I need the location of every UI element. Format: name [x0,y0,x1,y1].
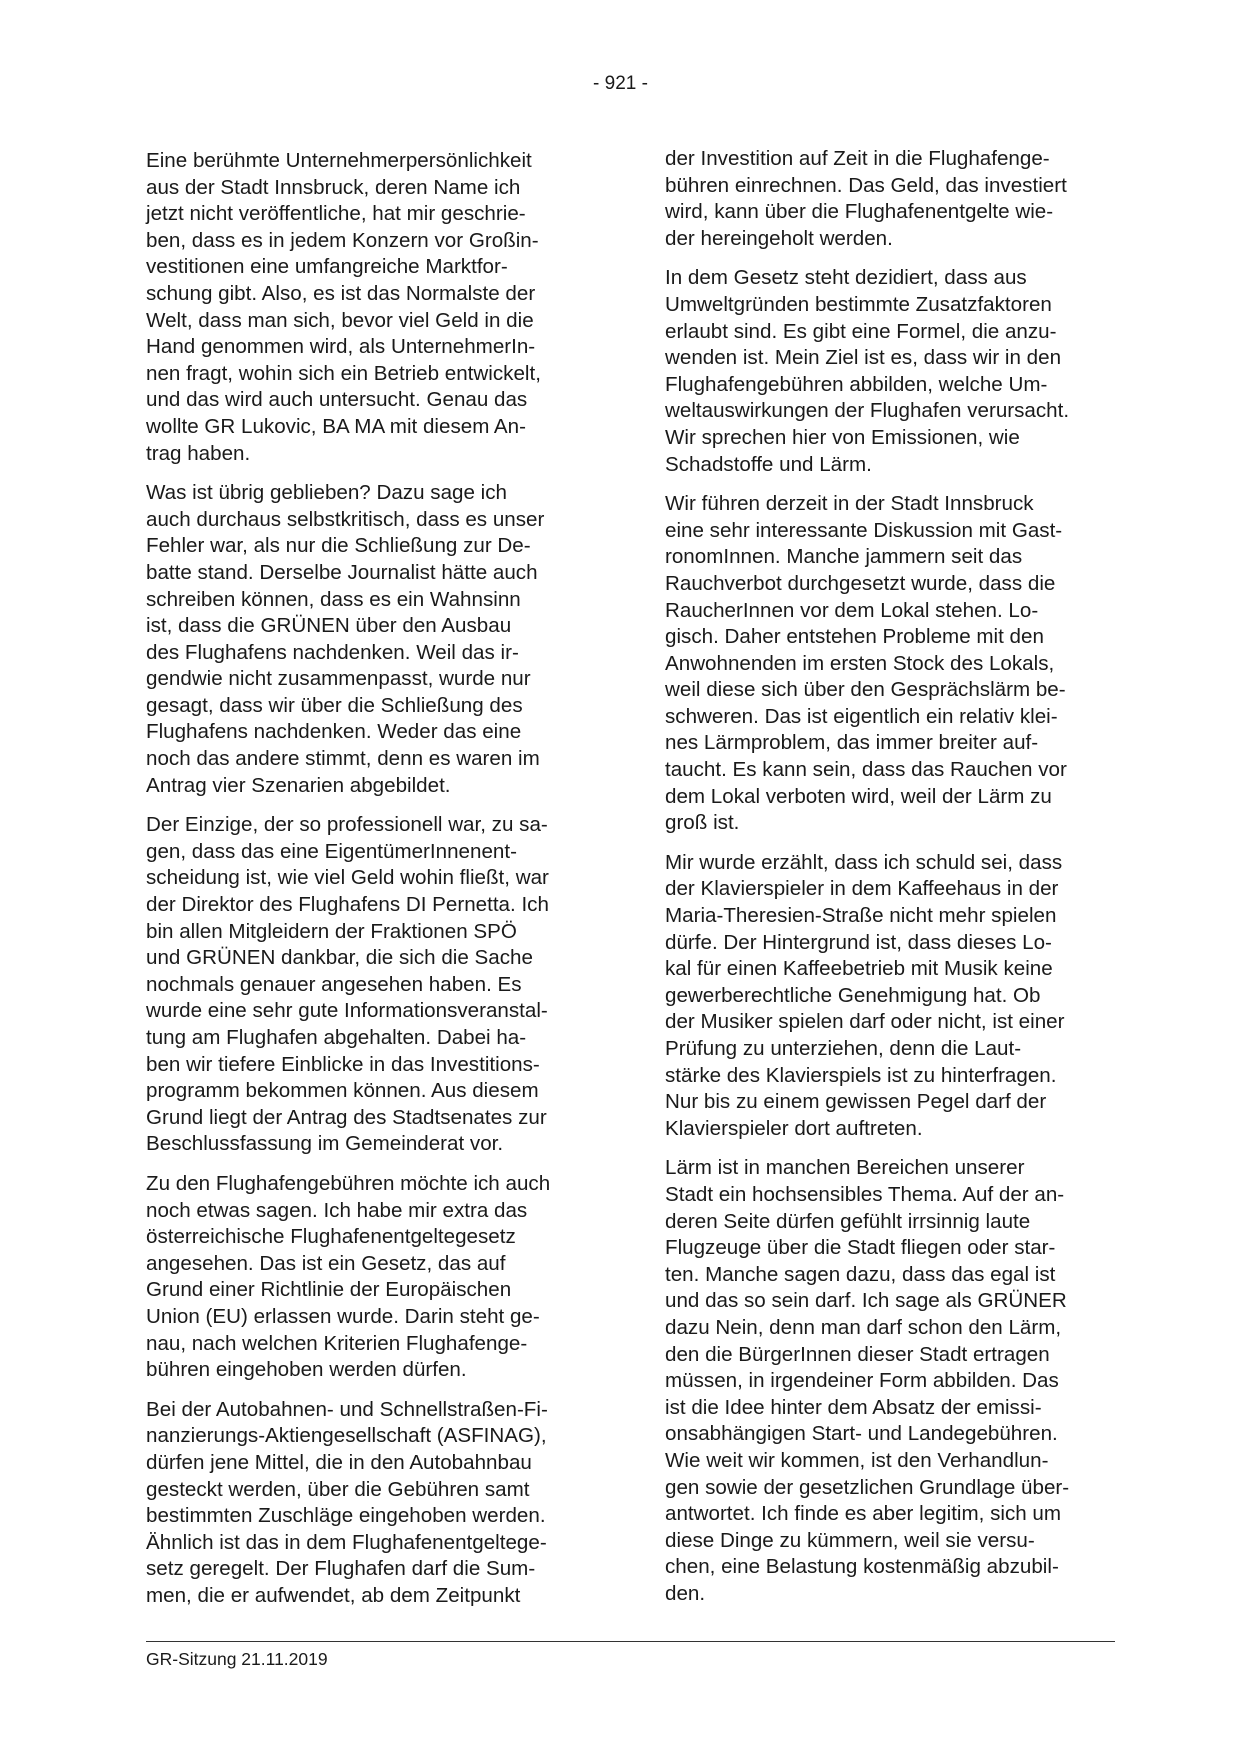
paragraph: Bei der Autobahnen- und Schnellstraßen-Fi- nanzierungs-Aktiengesellschaft (ASFINAG), dürfen jene Mittel, die in den Autobahnbau gesteckt werden, über die Gebühren samt bestimmten Zuschläge eingehoben werden. Ähnlich ist das in dem Flughafenentgeltege- setz geregelt. Der Flughafen darf die Sum- men, die er aufwendet, ab dem Zeitpunkt [146,1397,548,1607]
right-column [665,146,1117,1620]
footer-session-date: GR-Sitzung 21.11.2019 [146,1649,328,1669]
paragraph: Lärm ist in manchen Bereichen unserer Stadt ein hochsensibles Thema. Auf der an- deren Seite dürfen gefühlt irrsinnig laute Flugzeuge über die Stadt fliegen oder star- ten. Manche sagen dazu, dass das egal ist und das so sein darf. Ich sage als GRÜNER dazu Nein, denn man darf schon den Lärm, den die BürgerInnen dieser Stadt ertragen müssen, in irgendeiner Form abbilden. Das ist die Idee hinter dem Absatz der emissi- onsabhängigen Start- und Landegebühren. Wie weit wir kommen, ist den Verhandlun- gen sowie der gesetzlichen Grundlage über- antwortet. Ich finde es aber legitim, sich um diese Dinge zu kümmern, weil sie versu- chen, eine Belastung kostenmäßig abzubil- den. [665,1156,1070,1605]
paragraph: der Investition auf Zeit in die Flughafenge- bühren einrechnen. Das Geld, das investiert wird, kann über die Flughafenentgelte wie- der hereingeholt werden. [665,147,1067,250]
paragraph: Mir wurde erzählt, dass ich schuld sei, dass der Klavierspieler in dem Kaffeehaus in der Maria-Theresien-Straße nicht mehr spielen dürfe. Der Hintergrund ist, dass dieses Lo- kal für einen Kaffeebetrieb mit Musik keine gewerberechtliche Genehmigung hat. Ob der Musiker spielen darf oder nicht, ist einer Prüfung zu unterziehen, denn die Laut- stärke des Klavierspiels ist zu hinterfragen. Nur bis zu einem gewissen Pegel darf der Klavierspieler dort auftreten. [665,850,1065,1140]
paragraph: Wir führen derzeit in der Stadt Innsbruck eine sehr interessante Diskussion mit Gast- ronomInnen. Manche jammern seit das Rauchverbot durchgesetzt wurde, dass die RaucherInnen vor dem Lokal stehen. Lo- gisch. Daher entstehen Probleme mit den Anwohnenden im ersten Stock des Lokals, weil diese sich über den Gesprächslärm be- schweren. Das ist eigentlich ein relativ klei- nes Lärmproblem, das immer breiter auf- taucht. Es kann sein, dass das Rauchen vor dem Lokal verboten wird, weil der Lärm zu groß ist. [665,492,1067,835]
paragraph: In dem Gesetz steht dezidiert, dass aus Umweltgründen bestimmte Zusatzfaktoren erlaubt sind. Es gibt eine Formel, die anzu- wenden ist. Mein Ziel ist es, dass wir in den Flughafengebühren abbilden, welche Um- weltauswirkungen der Flughafen verursacht. Wir sprechen hier von Emissionen, wie Schadstoffe und Lärm. [665,266,1070,476]
left-column [146,148,598,1622]
paragraph: Der Einzige, der so professionell war, zu sa- gen, dass das eine EigentümerInnenent- scheidung ist, wie viel Geld wohin fließt, war der Direktor des Flughafens DI Pernetta. Ich bin allen Mitgleidern der Fraktionen SPÖ und GRÜNEN dankbar, die sich die Sache nochmals genauer angesehen haben. Es wurde eine sehr gute Informationsveranstal- tung am Flughafen abgehalten. Dabei ha- ben wir tiefere Einblicke in das Investitions- programm bekommen können. Aus diesem Grund liegt der Antrag des Stadtsenates zur Beschlussfassung im Gemeinderat vor. [146,813,549,1156]
paragraph: Eine berühmte Unternehmerpersönlichkeit aus der Stadt Innsbruck, deren Name ich jetzt nicht veröffentliche, hat mir geschrie- ben, dass es in jedem Konzern vor Großin- vestitionen eine umfangreiche Marktfor- schung gibt. Also, es ist das Normalste der Welt, dass man sich, bevor viel Geld in die Hand genommen wird, als UnternehmerIn- nen fragt, wohin sich ein Betrieb entwickelt, und das wird auch untersucht. Genau das wollte GR Lukovic, BA MA mit diesem An- trag haben. [146,149,541,465]
paragraph: Zu den Flughafengebühren möchte ich auch noch etwas sagen. Ich habe mir extra das österreichische Flughafenentgeltegesetz angesehen. Das ist ein Gesetz, das auf Grund einer Richtlinie der Europäischen Union (EU) erlassen wurde. Darin steht ge- nau, nach welchen Kriterien Flughafenge- bühren eingehoben werden dürfen. [146,1171,551,1382]
paragraph: Was ist übrig geblieben? Dazu sage ich auch durchaus selbstkritisch, dass es unser Fehler war, als nur die Schließung zur De- batte stand. Derselbe Journalist hätte auch schreiben können, dass es ein Wahnsinn ist, dass die GRÜNEN über den Ausbau des Flughafens nachdenken. Weil das ir- gendwie nicht zusammenpasst, wurde nur gesagt, dass wir über die Schließung des Flughafens nachdenken. Weder das eine noch das andere stimmt, denn es waren im Antrag vier Szenarien abgebildet. [146,481,545,797]
page-number: - 921 - [593,73,648,94]
footer-divider [146,1641,1115,1642]
